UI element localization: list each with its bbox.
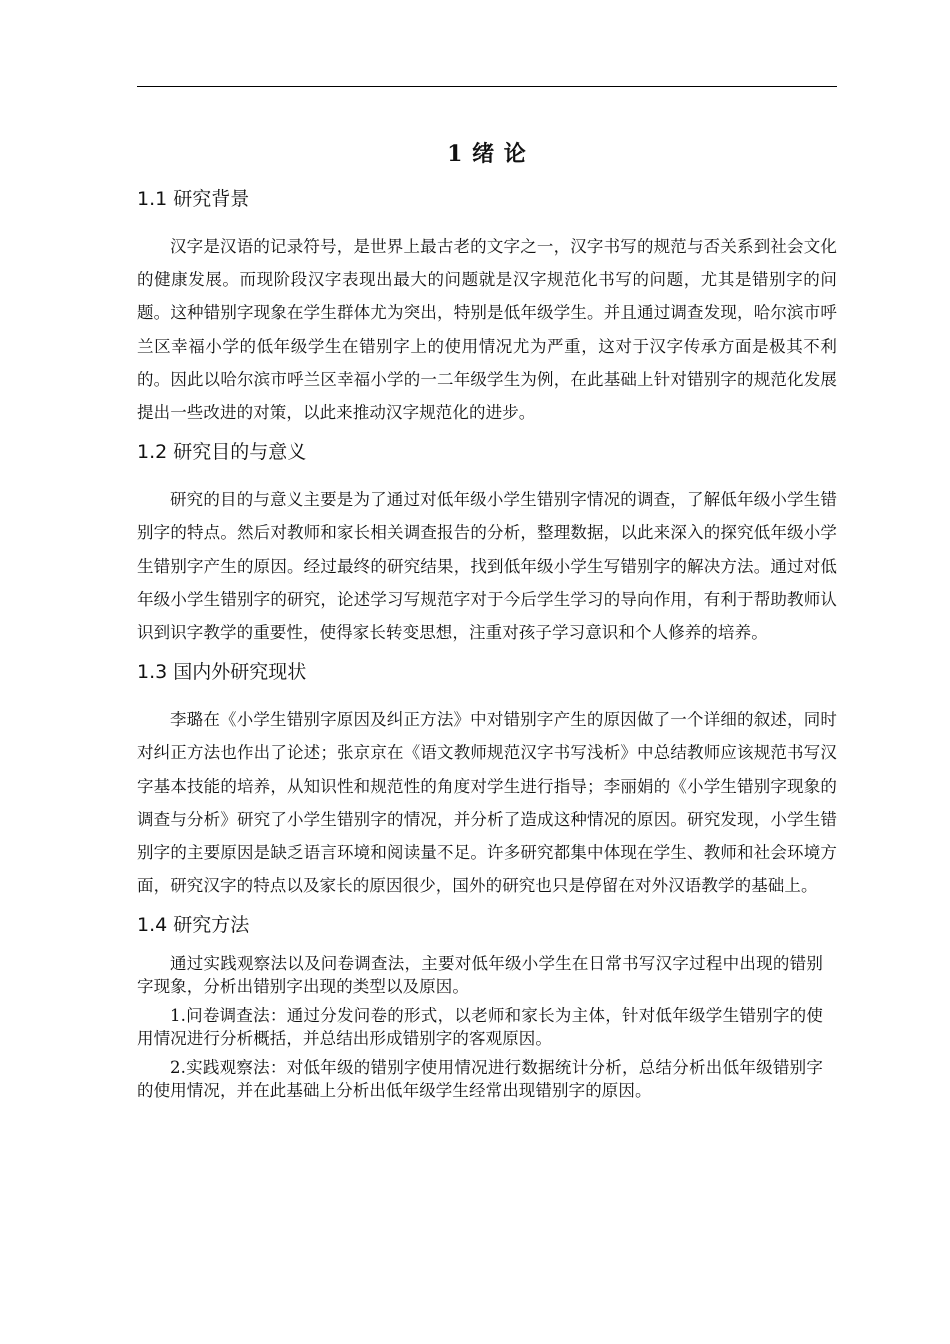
header-rule [137,86,837,87]
section-heading-1-1: 1.1 研究背景 [137,188,250,210]
paragraph-research-status: 李璐在《小学生错别字原因及纠正方法》中对错别字产生的原因做了一个详细的叙述，同时对纠正方法也作出了论述；张京京在《语文教师规范汉字书写浅析》中总结教师应该规范书写汉字基本技能的培养，从知识性和规范性的角度对学生进行指导；李丽娟的《小学生错别字现象的调查与分析》研究了小学生错别字的情况，并分析了造成这种情况的原因。研究发现，小学生错别字的主要原因是缺乏语言环境和阅读量不足。许多研究都集中体现在学生、教师和社会环境方面，研究汉字的特点以及家长的原因很少，国外的研究也只是停留在对外汉语教学的基础上。 [137,710,837,896]
paragraph-purpose: 研究的目的与意义主要是为了通过对低年级小学生错别字情况的调查，了解低年级小学生错别字的特点。然后对教师和家长相关调查报告的分析，整理数据，以此来深入的探究低年级小学生错别字产生的原因。经过最终的研究结果，找到低年级小学生写错别字的解决方法。通过对低年级小学生错别字的研究，论述学习写规范字对于今后学生学习的导向作用，有利于帮助教师认识到识字教学的重要性，使得家长转变思想，注重对孩子学习意识和个人修养的培养。 [137,490,837,643]
section-heading-1-4: 1.4 研究方法 [137,914,250,937]
section-heading-1-3: 1.3 国内外研究现状 [137,661,307,684]
paragraph-methods-intro: 通过实践观察法以及问卷调查法，主要对低年级小学生在日常书写汉字过程中出现的错别字现象，分析出错别字出现的类型以及原因。 [137,954,823,997]
document-body [137,130,837,1108]
paragraph-method-observation: 2.实践观察法：对低年级的错别字使用情况进行数据统计分析，总结分析出低年级错别字的使用情况，并在此基础上分析出低年级学生经常出现错别字的原因。 [137,1058,823,1101]
paragraph-method-questionnaire: 1.问卷调查法：通过分发问卷的形式，以老师和家长为主体，针对低年级学生错别字的使用情况进行分析概括，并总结出形成错别字的客观原因。 [137,1006,823,1049]
section-heading-1-2: 1.2 研究目的与意义 [137,441,307,464]
paragraph-background: 汉字是汉语的记录符号，是世界上最古老的文字之一，汉字书写的规范与否关系到社会文化的健康发展。而现阶段汉字表现出最大的问题就是汉字规范化书写的问题，尤其是错别字的问题。这种错别字现象在学生群体尤为突出，特别是低年级学生。并且通过调查发现，哈尔滨市呼兰区幸福小学的低年级学生在错别字上的使用情况尤为严重，这对于汉字传承方面是极其不利的。因此以哈尔滨市呼兰区幸福小学的一二年级学生为例，在此基础上针对错别字的规范化发展提出一些改进的对策，以此来推动汉字规范化的进步。 [137,237,837,423]
chapter-title: 1 绪 论 [447,141,527,167]
